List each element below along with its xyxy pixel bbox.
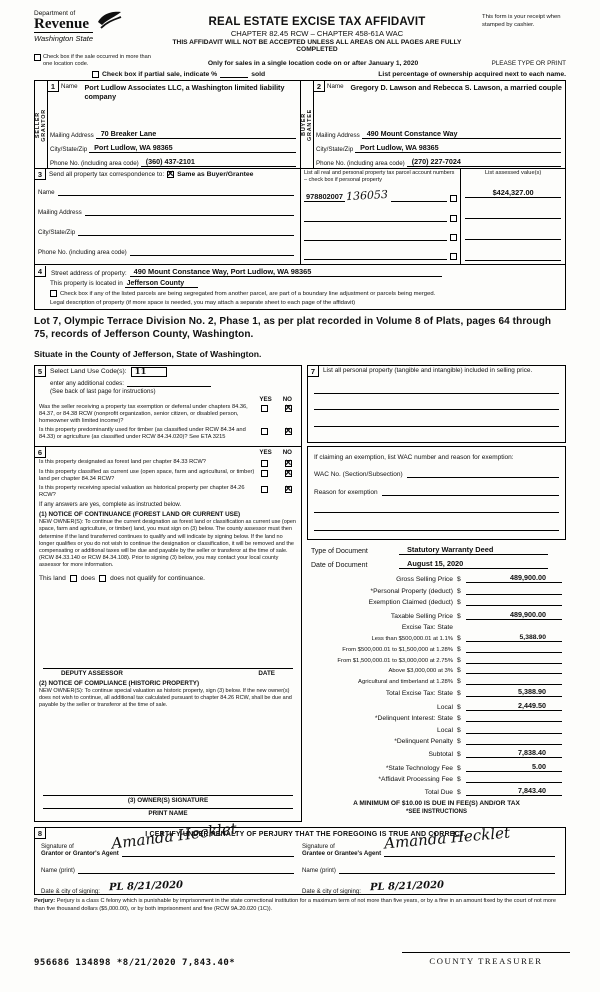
s5-q2-yes-checkbox[interactable] bbox=[261, 428, 268, 435]
tax-row-amount[interactable] bbox=[466, 598, 562, 606]
section-6-number: 6 bbox=[35, 447, 46, 458]
partial-sale-sold-label: sold bbox=[251, 71, 266, 79]
parcel-field-2[interactable] bbox=[304, 214, 447, 222]
seller-city-value[interactable]: Port Ludlow, WA 98365 bbox=[89, 143, 296, 153]
grantor-sig-label-1: Signature of bbox=[41, 842, 74, 850]
header bbox=[34, 10, 566, 53]
segregated-label: Check box if any of the listed parcels are being segregated from another parcel, are part of a boundary line adjustment or parcels being merged. bbox=[60, 290, 436, 297]
dollar-sign: $ bbox=[457, 703, 461, 711]
does-qualify-checkbox[interactable] bbox=[70, 575, 77, 582]
exemption-claim-label: If claiming an exemption, list WAC number and reason for exemption: bbox=[314, 454, 514, 462]
section-3 bbox=[35, 169, 565, 265]
tax-row-amount[interactable] bbox=[466, 587, 562, 595]
ownership-note: List percentage of ownership acquired next to each name. bbox=[378, 71, 566, 79]
seller-name-label: Name bbox=[61, 83, 78, 91]
multi-location-checkbox[interactable] bbox=[34, 54, 41, 61]
tax-row-amount[interactable]: 5,388.90 bbox=[466, 634, 562, 642]
assessed-value[interactable]: $424,327.00 bbox=[465, 188, 561, 198]
legal-description-text: Lot 7, Olympic Terrace Division No. 2, Phase 1, as per plat recorded in Volume 8 of Plats, pages 64 through 75, records of Jefferson County, Washington. bbox=[34, 316, 552, 341]
section-4 bbox=[35, 265, 565, 309]
assessed-field-4[interactable] bbox=[465, 253, 561, 261]
grantee-date-city-value: PL 8/21/2020 bbox=[369, 880, 445, 894]
multi-location-label: Check box if the sale occurred in more than one location code. bbox=[43, 54, 151, 67]
parcel-header: List all real and personal property tax parcel account numbers – check box if personal property bbox=[304, 170, 455, 183]
located-in-label: This property is located in bbox=[50, 280, 123, 288]
dollar-sign: $ bbox=[457, 612, 461, 620]
grantor-date-city-value: PL 8/21/2020 bbox=[108, 880, 184, 894]
tax-row-amount[interactable]: 5.00 bbox=[466, 762, 562, 772]
tax-row-label: From $1,500,000.01 to $3,000,000 at 2.75% bbox=[337, 657, 453, 664]
land-use-code-input[interactable]: 11 bbox=[131, 367, 167, 377]
tax-row-amount[interactable] bbox=[466, 737, 562, 745]
multi-location-check bbox=[34, 54, 152, 67]
s6-question-2: Is this property classified as current use (open space, farm and agricultural, or timber) land per chapter 84.34 RCW? × bbox=[35, 468, 301, 484]
certify-statement: I CERTIFY UNDER PENALTY OF PERJURY THAT THE FOREGOING IS TRUE AND CORRECT. bbox=[145, 831, 466, 839]
dept-of-label: Department of bbox=[34, 10, 76, 17]
county-treasurer-label: COUNTY TREASURER bbox=[402, 952, 570, 966]
tax-row-label: *Affidavit Processing Fee bbox=[378, 776, 453, 784]
dollar-sign: $ bbox=[457, 645, 461, 653]
tax-row bbox=[311, 762, 562, 772]
tax-row-amount[interactable] bbox=[466, 726, 562, 734]
s3-city-label: City/State/Zip bbox=[38, 228, 76, 236]
s6-q3-yes-checkbox[interactable] bbox=[261, 486, 268, 493]
wac-label: WAC No. (Section/Subsection) bbox=[314, 471, 403, 479]
assessed-field-2[interactable] bbox=[465, 211, 561, 219]
tax-row bbox=[311, 598, 562, 606]
seller-buyer-row bbox=[35, 81, 565, 169]
parcel-number-value[interactable]: 978802007 bbox=[306, 192, 343, 202]
tax-row-amount[interactable]: 7,838.40 bbox=[466, 748, 562, 758]
see-back-note: (See back of last page for instructions) bbox=[50, 388, 156, 396]
tax-row-label: Exemption Claimed (deduct) bbox=[368, 599, 453, 607]
grantor-signature-block bbox=[39, 819, 300, 898]
date-label: DATE bbox=[258, 670, 275, 678]
dollar-sign: $ bbox=[457, 726, 461, 734]
document-type-label: Type of Document bbox=[311, 548, 368, 556]
tax-row-amount[interactable]: 5,388.90 bbox=[466, 687, 562, 697]
tax-row-label: Local bbox=[437, 726, 453, 734]
parcel-field-3[interactable] bbox=[304, 233, 447, 241]
tax-row-label: Agricultural and timberland at 1.28% bbox=[358, 678, 453, 685]
receipt-note: This form is your receipt when stamped by cashier. bbox=[482, 14, 561, 28]
section-2-buyer bbox=[300, 81, 565, 168]
tax-row bbox=[311, 587, 562, 595]
form-chapter: CHAPTER 82.45 RCW – CHAPTER 458-61A WAC bbox=[230, 29, 404, 38]
grantor-name-print-label: Name (print) bbox=[41, 867, 75, 875]
document-type-value[interactable]: Statutory Warranty Deed bbox=[399, 545, 548, 555]
dollar-sign: $ bbox=[457, 764, 461, 772]
grantee-name-print-field[interactable] bbox=[339, 866, 555, 874]
grantor-signature: Amanda Hecklet bbox=[110, 819, 238, 854]
buyer-mailing-label: Mailing Address bbox=[316, 132, 360, 140]
seller-mailing-value[interactable]: 70 Breaker Lane bbox=[96, 129, 296, 139]
grantor-name-print-field[interactable] bbox=[78, 866, 294, 874]
s6-q2-yes-checkbox[interactable] bbox=[261, 470, 268, 477]
partial-sale-percent-field[interactable] bbox=[220, 71, 248, 78]
additional-codes-field[interactable] bbox=[127, 379, 211, 387]
s5-q1-yes-checkbox[interactable] bbox=[261, 405, 268, 412]
personal-property-field-1[interactable] bbox=[314, 393, 559, 394]
section-4-number: 4 bbox=[35, 266, 46, 277]
grantee-date-city-label: Date & city of signing: bbox=[302, 888, 361, 896]
situate-line: Situate in the County of Jefferson, State of Washington. bbox=[34, 349, 262, 360]
tax-row-amount[interactable] bbox=[466, 666, 562, 674]
see-instructions-note: *SEE INSTRUCTIONS bbox=[405, 808, 467, 815]
s6-question-3: Is this property receiving special valuation as historical property per chapter 84.26 RCW? × bbox=[35, 484, 301, 500]
partial-sale-row bbox=[34, 71, 566, 78]
grantee-signature: Amanda Hecklet bbox=[383, 823, 511, 853]
s5-question-1: Was the seller receiving a property tax exemption or deferral under chapters 84.36, 84.37, or 84.38 RCW (nonprofit organization, senior citizen, or disabled person, homeowner with limited income)? × bbox=[35, 403, 301, 426]
if-yes-note: If any answers are yes, complete as instructed below. bbox=[39, 502, 182, 509]
s6-q1-no-checkbox[interactable] bbox=[285, 460, 292, 467]
continuance-title: (1) NOTICE OF CONTINUANCE (FOREST LAND OR CURRENT USE) bbox=[39, 511, 241, 519]
dollar-sign: $ bbox=[457, 667, 461, 675]
assessed-header: List assessed value(s) bbox=[484, 170, 542, 177]
seller-phone-label: Phone No. (including area code) bbox=[50, 160, 139, 168]
s3-mailing-label: Mailing Address bbox=[38, 209, 82, 217]
does-not-qualify-checkbox[interactable] bbox=[99, 575, 106, 582]
tax-row-amount[interactable] bbox=[466, 714, 562, 722]
tax-row bbox=[311, 786, 562, 796]
partial-sale-checkbox[interactable] bbox=[92, 71, 99, 78]
wac-field[interactable] bbox=[407, 470, 559, 478]
section-8-signatures bbox=[34, 819, 566, 896]
street-address-value[interactable]: 490 Mount Constance Way, Port Ludlow, WA 98365 bbox=[130, 267, 442, 277]
tax-row-label: From $500,000.01 to $1,500,000 at 1.28% bbox=[342, 646, 453, 653]
grantor-date-city-label: Date & city of signing: bbox=[41, 888, 100, 896]
reason-field-3[interactable] bbox=[314, 523, 559, 531]
tax-row-label: Local bbox=[437, 703, 453, 711]
parcel-numbers-column bbox=[301, 169, 460, 264]
dollar-sign: $ bbox=[457, 635, 461, 643]
legal-description-label: Legal description of property (if more space is needed, you may attach a separate sheet to each page of the affidavit) bbox=[50, 300, 356, 307]
s3-city-field[interactable] bbox=[78, 228, 294, 236]
tax-row-label: *Delinquent Interest: State bbox=[374, 715, 453, 723]
dollar-sign: $ bbox=[457, 715, 461, 723]
segregated-checkbox[interactable] bbox=[50, 290, 57, 297]
buyer-city-label: City/State/Zip bbox=[316, 146, 354, 154]
same-as-buyer-checkbox[interactable] bbox=[167, 171, 174, 178]
no-header: NO bbox=[282, 449, 292, 457]
personal-property-field-2[interactable] bbox=[314, 409, 559, 410]
personal-property-label: List all personal property (tangible and intangible) included in selling price. bbox=[323, 367, 533, 375]
subheader-row bbox=[34, 54, 566, 67]
tax-row bbox=[311, 656, 562, 664]
tax-row bbox=[311, 726, 562, 734]
tax-row-amount[interactable]: 489,900.00 bbox=[466, 573, 562, 583]
personal-property-checkbox-4[interactable] bbox=[450, 253, 457, 260]
print-name-label: PRINT NAME bbox=[148, 810, 188, 818]
parties-box bbox=[34, 80, 566, 310]
form-warning: THIS AFFIDAVIT WILL NOT BE ACCEPTED UNLESS ALL AREAS ON ALL PAGES ARE FULLY COMPLETED bbox=[172, 39, 462, 53]
dor-swoosh-icon bbox=[96, 10, 122, 43]
personal-property-checkbox-1[interactable] bbox=[450, 195, 457, 202]
seller-city-label: City/State/Zip bbox=[50, 146, 88, 154]
assessed-field-3[interactable] bbox=[465, 232, 561, 240]
document-date-label: Date of Document bbox=[311, 562, 368, 570]
dollar-sign: $ bbox=[457, 656, 461, 664]
tax-row-label: Above $3,000,000 at 3% bbox=[388, 668, 453, 675]
personal-property-field-3[interactable] bbox=[314, 426, 559, 427]
tax-row bbox=[311, 701, 562, 711]
seller-mailing-label: Mailing Address bbox=[50, 132, 94, 140]
grantee-signature-line[interactable] bbox=[384, 849, 555, 857]
tax-row bbox=[311, 714, 562, 722]
parcel-row-4 bbox=[304, 242, 457, 261]
deputy-assessor-label: DEPUTY ASSESSOR bbox=[61, 670, 123, 678]
section-3-number: 3 bbox=[35, 169, 46, 180]
tax-row-label: *Delinquent Penalty bbox=[394, 737, 453, 745]
s5-q1-no-checkbox[interactable] bbox=[285, 405, 292, 412]
seller-name-value[interactable]: Port Ludlow Associates LLC, a Washington limited liability company bbox=[84, 83, 285, 102]
grantee-name-print-label: Name (print) bbox=[302, 867, 336, 875]
street-address-label: Street address of property: bbox=[51, 270, 127, 278]
seller-side-label: SELLER GRANTOR bbox=[35, 81, 48, 168]
washington-state-label: Washington State bbox=[34, 34, 94, 43]
dollar-sign: $ bbox=[457, 690, 461, 698]
partial-sale-label: Check box if partial sale, indicate % bbox=[102, 71, 218, 79]
cashier-stamp: 956686 134898 *8/21/2020 7,843.40* bbox=[34, 958, 236, 968]
tax-row bbox=[311, 677, 562, 685]
buyer-city-value[interactable]: Port Ludlow, WA 98365 bbox=[355, 143, 561, 153]
additional-codes-label: enter any additional codes: bbox=[50, 380, 124, 388]
section-2-number: 2 bbox=[314, 81, 325, 92]
parcel-field-4[interactable] bbox=[304, 252, 447, 260]
compliance-text: NEW OWNER(S): To continue special valuation as historic property, sign (3) below. If the new owner(s) does not wish to continue, all additional tax calculated pursuant to chapter 84.26 RCW, shall be due and payable by the seller or transferor at the time of sale. bbox=[39, 688, 292, 709]
same-as-buyer-label: Same as Buyer/Grantee bbox=[177, 171, 254, 179]
perjury-note bbox=[34, 898, 566, 913]
buyer-name-label: Name bbox=[327, 83, 344, 91]
buyer-phone-value[interactable]: (270) 227-7024 bbox=[407, 157, 561, 167]
continuance-text: NEW OWNER(S): To continue the current designation as forest land or classification as current use (open space, farm and agriculture, or timber) land, you must sign on (3) below. The county assessor must then determine if the land transferred continues to qualify and will indicate by signing below. If the land no longer qualifies or you do not wish to continue the designation or classification, it will be removed and the compensating or additional taxes will be due and payable by the seller or transferor at the time of sale. (RCW 84.33.140 or RCW 84.34.108). Prior to signing (3) below, you may contact your local county assessor for more information. bbox=[39, 519, 296, 569]
section-5-land-use bbox=[34, 365, 302, 447]
tax-row-amount[interactable] bbox=[466, 775, 562, 783]
dollar-sign: $ bbox=[457, 677, 461, 685]
qualify-line: This land does does not qualify for continuance. bbox=[39, 575, 206, 583]
tax-row-amount[interactable]: 7,843.40 bbox=[466, 786, 562, 796]
reason-label: Reason for exemption bbox=[314, 488, 378, 496]
tax-row-amount[interactable] bbox=[466, 656, 562, 664]
assessed-value-column bbox=[460, 169, 565, 264]
tax-row bbox=[311, 634, 562, 642]
tax-row bbox=[311, 737, 562, 745]
compliance-title: (2) NOTICE OF COMPLIANCE (HISTORIC PROPERTY) bbox=[39, 680, 200, 688]
perjury-label: Perjury: bbox=[34, 898, 56, 905]
tax-row bbox=[311, 573, 562, 583]
personal-property-checkbox-2[interactable] bbox=[450, 215, 457, 222]
section-7-number: 7 bbox=[308, 366, 319, 377]
tax-row-amount[interactable] bbox=[466, 645, 562, 653]
buyer-side-label: BUYER GRANTEE bbox=[301, 81, 314, 168]
seller-phone-value[interactable]: (360) 437-2101 bbox=[141, 157, 296, 167]
tax-row-label: *State Technology Fee bbox=[385, 764, 453, 772]
s6-q2-no-checkbox[interactable] bbox=[285, 470, 292, 477]
s3-phone-field[interactable] bbox=[130, 248, 294, 256]
title-block bbox=[152, 10, 482, 53]
reason-field[interactable] bbox=[382, 488, 559, 496]
tax-correspondence-label: Send all property tax correspondence to: bbox=[49, 171, 165, 179]
s3-name-field[interactable] bbox=[58, 188, 294, 196]
minimum-due-note: A MINIMUM OF $10.00 IS DUE IN FEE(S) AND/OR TAX bbox=[353, 799, 520, 807]
parcel-row-2 bbox=[304, 203, 457, 222]
reason-field-2[interactable] bbox=[314, 505, 559, 513]
tax-row-label: Taxable Selling Price bbox=[390, 612, 453, 620]
grantee-sig-label-2: Grantee or Grantee's Agent bbox=[302, 850, 382, 858]
s5-question-2: Is this property predominantly used for timber (as classified under RCW 84.34 and 84.33) or agriculture (as classified under RCW 84.34.020)? See ETA 3215 × bbox=[35, 426, 301, 442]
dor-logo bbox=[34, 10, 152, 43]
buyer-name-value[interactable]: Gregory D. Lawson and Rebecca S. Lawson, a married couple bbox=[350, 83, 562, 93]
personal-property-checkbox-3[interactable] bbox=[450, 234, 457, 241]
tax-row-amount[interactable]: 2,449.50 bbox=[466, 701, 562, 711]
document-date-value[interactable]: August 15, 2020 bbox=[399, 559, 548, 569]
located-county-value[interactable]: Jefferson County bbox=[125, 280, 199, 288]
dollar-sign: $ bbox=[457, 751, 461, 759]
parcel-row-3 bbox=[304, 223, 457, 242]
tax-row bbox=[311, 623, 562, 631]
land-use-label: Select Land Use Code(s): bbox=[50, 368, 127, 376]
dollar-sign: $ bbox=[457, 789, 461, 797]
parcel-row-1 bbox=[304, 184, 457, 203]
tax-row-label: Less than $500,000.01 at 1.1% bbox=[371, 636, 453, 643]
s5-q2-no-checkbox[interactable] bbox=[285, 428, 292, 435]
s3-mailing-field[interactable] bbox=[85, 208, 294, 216]
tax-row bbox=[311, 610, 562, 620]
partial-sale-group bbox=[34, 71, 265, 78]
single-location-note: Only for sales in a single location code on or after January 1, 2020 bbox=[207, 60, 419, 68]
dollar-sign: $ bbox=[457, 587, 461, 595]
perjury-text: Perjury is a class C felony which is punishable by imprisonment in the state correctional institution for a maximum term of not more than five years, or by a fine in an amount fixed by the court of not more than five thousand dollars ($5,000.00), or by both imprisonment and fine (RCW 9A.20.020 (1C)). bbox=[34, 898, 557, 912]
document-and-tax-area bbox=[307, 540, 566, 814]
section-8-number: 8 bbox=[35, 828, 46, 839]
section-1-seller bbox=[35, 81, 300, 168]
form-title: REAL ESTATE EXCISE TAX AFFIDAVIT bbox=[208, 16, 426, 28]
tax-row-label: *Personal Property (deduct) bbox=[370, 587, 453, 595]
parcel-handwritten-value: 136053 bbox=[345, 187, 389, 204]
section-6-designation bbox=[34, 447, 302, 822]
grantor-signature-line[interactable] bbox=[122, 849, 294, 857]
yes-header: YES bbox=[259, 449, 272, 457]
grantor-sig-label-2: Grantor or Grantor's Agent bbox=[41, 850, 119, 858]
s6-question-1: Is this property designated as forest land per chapter 84.33 RCW? × bbox=[35, 458, 301, 468]
yes-header: YES bbox=[259, 396, 272, 404]
s6-q1-yes-checkbox[interactable] bbox=[261, 460, 268, 467]
section-1-number: 1 bbox=[48, 81, 59, 92]
revenue-label: Revenue bbox=[34, 16, 89, 32]
grantee-sig-label-1: Signature of bbox=[302, 842, 335, 850]
s6-q3-no-checkbox[interactable] bbox=[285, 486, 292, 493]
section-7-personal-property bbox=[307, 365, 566, 443]
buyer-mailing-value[interactable]: 490 Mount Constance Way bbox=[362, 129, 561, 139]
dollar-sign: $ bbox=[457, 599, 461, 607]
tax-row bbox=[311, 666, 562, 674]
s3-phone-label: Phone No. (including area code) bbox=[38, 248, 127, 256]
tax-row-label: Gross Selling Price bbox=[396, 576, 453, 584]
tax-row-label: Subtotal bbox=[428, 751, 453, 759]
tax-row-amount[interactable] bbox=[466, 677, 562, 685]
tax-row bbox=[311, 645, 562, 653]
tax-row bbox=[311, 687, 562, 697]
dollar-sign: $ bbox=[457, 776, 461, 784]
tax-row-label: Excise Tax: State bbox=[401, 623, 453, 631]
tax-row bbox=[311, 748, 562, 758]
dor-logo-text bbox=[34, 10, 93, 43]
s3-name-label: Name bbox=[38, 189, 55, 197]
dollar-sign: $ bbox=[457, 737, 461, 745]
buyer-phone-label: Phone No. (including area code) bbox=[316, 160, 405, 168]
tax-row-amount[interactable]: 489,900.00 bbox=[466, 610, 562, 620]
dollar-sign: $ bbox=[457, 576, 461, 584]
tax-row-label: Total Excise Tax: State bbox=[385, 690, 453, 698]
tax-row-label: Total Due bbox=[424, 789, 453, 797]
tax-row bbox=[311, 775, 562, 783]
exemption-box bbox=[307, 446, 566, 540]
owners-signature-label: (3) OWNER(S) SIGNATURE bbox=[127, 797, 209, 805]
no-header: NO bbox=[282, 396, 292, 404]
section-5-number: 5 bbox=[35, 366, 46, 377]
type-or-print-note: PLEASE TYPE OR PRINT bbox=[491, 60, 566, 68]
